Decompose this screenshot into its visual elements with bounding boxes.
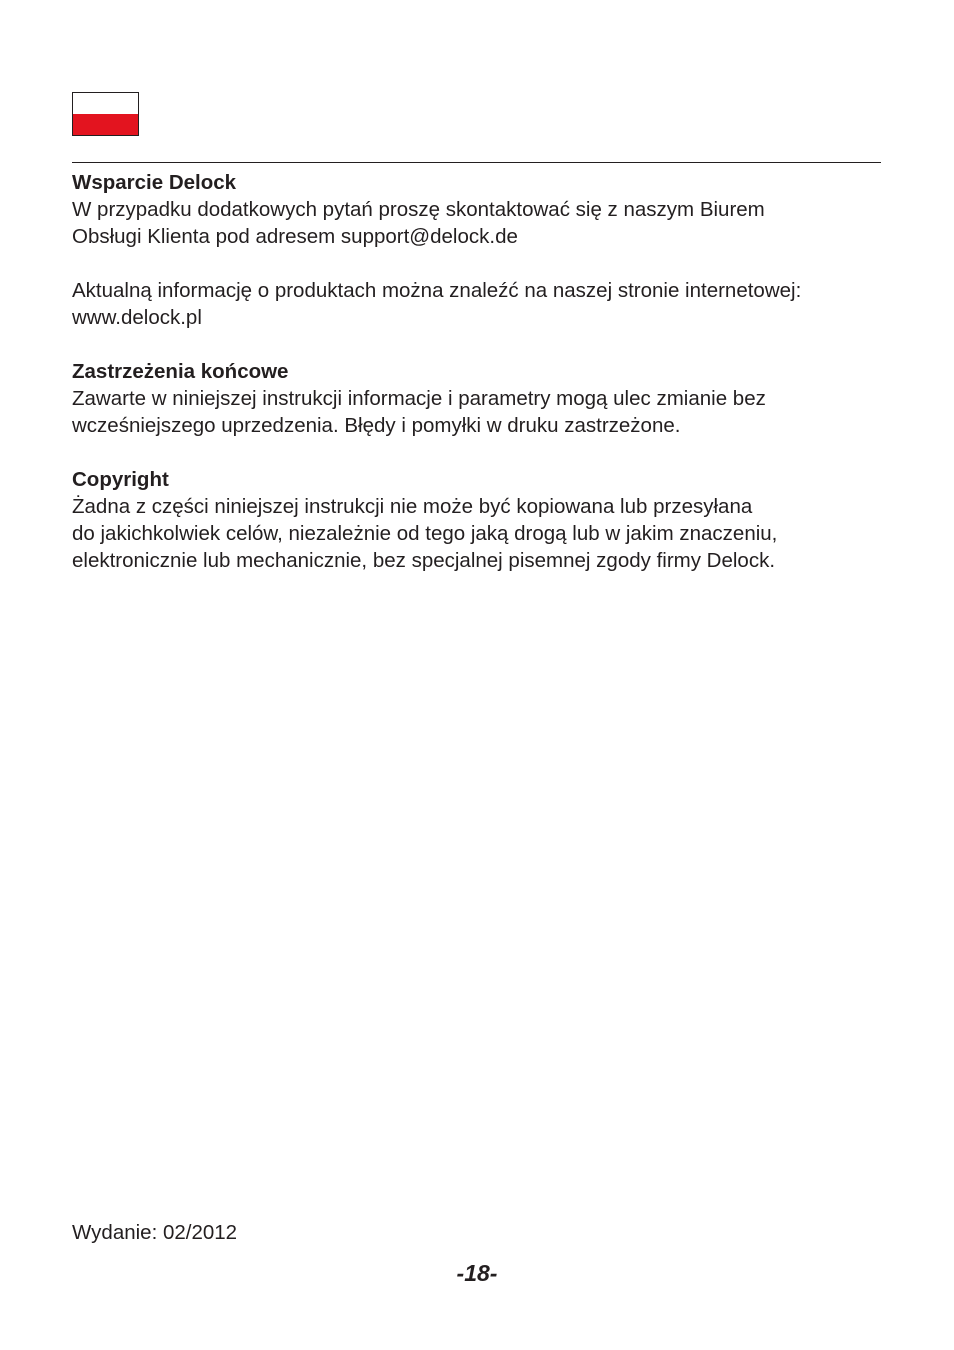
copyright-line-2: do jakichkolwiek celów, niezależnie od tego jaką drogą lub w jakim znaczeniu, (72, 522, 778, 545)
page-number: -18- (456, 1260, 498, 1286)
header-divider (72, 162, 881, 163)
spacer (72, 250, 884, 277)
info-line-1: Aktualną informację o produktach można znaleźć na naszej stronie internetowej: (72, 279, 802, 302)
disclaimer-line-2: wcześniejszego uprzedzenia. Błędy i pomyłki w druku zastrzeżone. (72, 414, 681, 437)
flag-red-stripe (73, 114, 138, 135)
copyright-line-3: elektronicznie lub mechanicznie, bez specjalnej pisemnej zgody firmy Delock. (72, 549, 776, 572)
info-section (72, 277, 884, 331)
disclaimer-section (72, 358, 884, 439)
support-section (72, 169, 884, 250)
spacer (72, 439, 884, 466)
support-heading: Wsparcie Delock (72, 171, 237, 194)
flag-white-stripe (73, 93, 138, 114)
main-content (72, 169, 884, 574)
copyright-line-1: Żadna z części niniejszej instrukcji nie może być kopiowana lub przesyłana (72, 495, 753, 518)
copyright-heading: Copyright (72, 468, 169, 491)
website-link: www.delock.pl (72, 306, 202, 329)
copyright-section (72, 466, 884, 574)
edition-label: Wydanie: 02/2012 (72, 1221, 238, 1244)
disclaimer-heading: Zastrzeżenia końcowe (72, 360, 289, 383)
support-line-2: Obsługi Klienta pod adresem support@delock.de (72, 225, 518, 248)
disclaimer-line-1: Zawarte w niniejszej instrukcji informacje i parametry mogą ulec zmianie bez (72, 387, 766, 410)
spacer (72, 331, 884, 358)
poland-flag-icon (72, 92, 139, 136)
support-line-1: W przypadku dodatkowych pytań proszę skontaktować się z naszym Biurem (72, 198, 765, 221)
